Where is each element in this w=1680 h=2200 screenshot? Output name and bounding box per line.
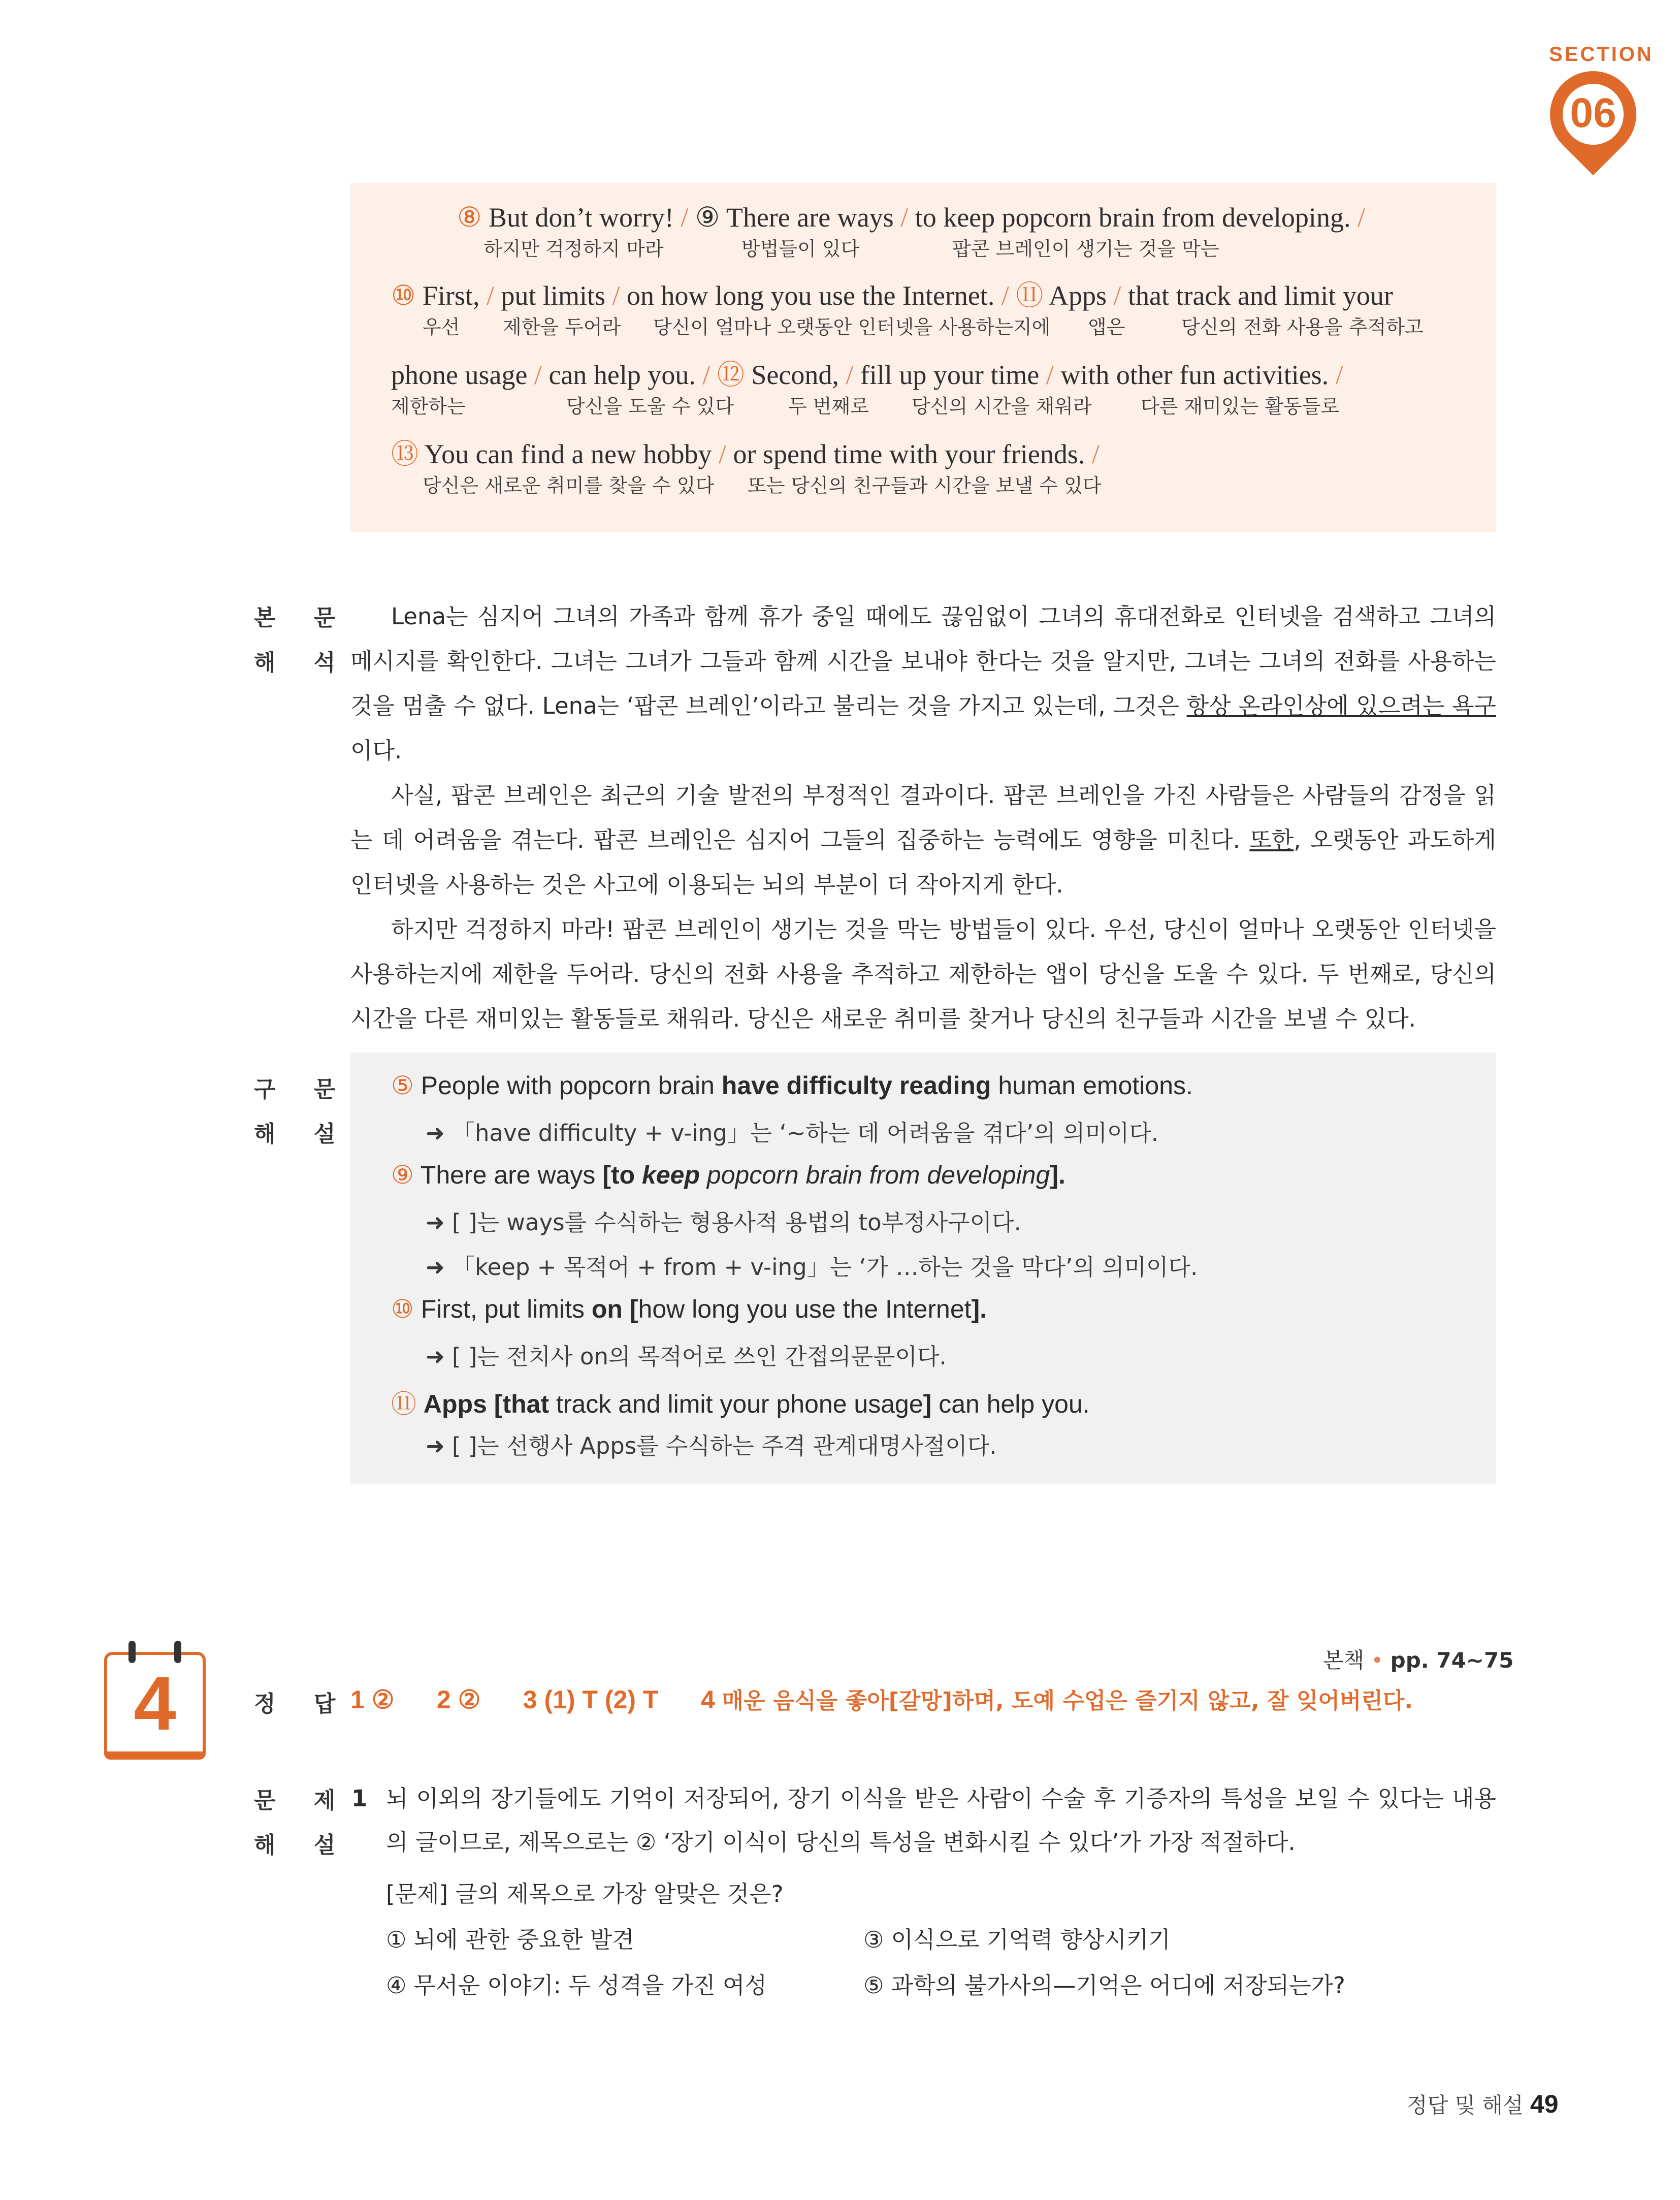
translation-label: 본 문	[254, 605, 351, 631]
gloss: 제한을 두어라	[503, 316, 621, 338]
grammar-item: ⑪ Apps [that track and limit your phone usage] can help you.	[391, 1390, 1090, 1418]
gloss: 두 번째로	[788, 395, 869, 418]
grammar-label: 해 설	[254, 1121, 351, 1147]
question-number: 1	[351, 1785, 368, 1812]
passage-line-2: ⑩ First, / put limits / on how long you use the Internet. / ⑪ Apps / that track and limit your	[391, 280, 1393, 311]
option-item: ③ 이식으로 기억력 향상시키기	[863, 1926, 1171, 1953]
translation-body	[350, 594, 1496, 1041]
translation-paragraph: 하지만 걱정하지 마라! 팝콘 브레인이 생기는 것을 막는 방법들이 있다. 우선, 당신이 얼마나 오랫동안 인터넷을 사용하는지에 제한을 두어라. 당신의 전화 사용을 추적하고 제한하는 앱이 당신을 도울 수 있다. 두 번째로, 당신의 시간을 다른 재미있는 활동들로 채워라. 당신은 새로운 취미를 찾거나 당신의 친구들과 시간을 보낼 수 있다.	[350, 916, 1496, 1032]
grammar-note: ➜ [ ]는 선행사 Apps를 수식하는 주격 관계대명사절이다.	[426, 1432, 997, 1459]
translation-paragraph: 사실, 팝콘 브레인은 최근의 기술 발전의 부정적인 결과이다. 팝콘 브레인을 가진 사람들은 사람들의 감정을 읽는 데 어려움을 겪는다. 팝콘 브레인은 심지어 그들의 집중하는 능력에도 영향을 미친다. 또한, 오랫동안 과도하게 인터넷을 사용하는 것은 사고에 이용되는 뇌의 부분이 더 작아지게 한다.	[350, 782, 1496, 898]
translation-label: 해 석	[254, 650, 351, 676]
grammar-note: ➜ 「have difficulty + v-ing」는 ‘~하는 데 어려움을 겪다’의 의미이다.	[426, 1120, 1159, 1146]
gloss: 당신을 도울 수 있다	[566, 395, 734, 418]
section-badge	[1544, 43, 1654, 170]
gloss: 또는 당신의 친구들과 시간을 보낼 수 있다	[748, 474, 1102, 497]
gloss: 제한하는	[391, 395, 466, 418]
grammar-item: ⑨ There are ways [to keep popcorn brain from developing].	[391, 1161, 1065, 1189]
gloss: 우선	[423, 316, 460, 338]
option-item: ① 뇌에 관한 중요한 발견	[386, 1926, 634, 1953]
translation-paragraph: Lena는 심지어 그녀의 가족과 함께 휴가 중일 때에도 끊임없이 그녀의 휴대전화로 인터넷을 검색하고 그녀의 메시지를 확인한다. 그녀는 그녀가 그들과 함께 시간을 보내야 한다는 것을 알지만, 그녀는 그녀의 전화를 사용하는 것을 멈출 수 없다. Lena는 ‘팝콘 브레인’이라고 불리는 것을 가지고 있는데, 그것은 항상 온라인상에 있으려는 욕구이다.	[350, 603, 1497, 764]
grammar-note: ➜ [ ]는 ways를 수식하는 형용사적 용법의 to부정사구이다.	[426, 1209, 1021, 1236]
page-reference: 본책 • pp. 74~75	[1323, 1648, 1514, 1673]
page-number: 49	[1530, 2090, 1559, 2118]
grammar-item: ⑩ First, put limits on [how long you use the Internet].	[391, 1295, 987, 1323]
grammar-box	[350, 1053, 1496, 1484]
question-explanation: 뇌 이외의 장기들에도 기억이 저장되어, 장기 이식을 받은 사람이 수술 후 기증자의 특성을 보일 수 있다는 내용의 글이므로, 제목으로는 ② ‘장기 이식이 당신의 특성을 변화시킬 수 있다’가 가장 적절하다.	[386, 1785, 1496, 1856]
passage-line-4: ⑬ You can find a new hobby / or spend time with your friends. /	[391, 439, 1100, 469]
explain-label: 해 설	[254, 1832, 351, 1858]
grammar-item: ⑤ People with popcorn brain have difficulty reading human emotions.	[391, 1071, 1193, 1100]
page-footer	[1407, 2089, 1559, 2119]
footer-label: 정답 및 해설	[1407, 2093, 1524, 2118]
option-item: ⑤ 과학의 불가사의—기억은 어디에 저장되는가?	[863, 1972, 1345, 1999]
gloss: 당신은 새로운 취미를 찾을 수 있다	[423, 474, 715, 497]
gloss: 하지만 걱정하지 마라	[483, 238, 664, 260]
passage-line-3: phone usage / can help you. / ⑫ Second, / fill up your time / with other fun activities. /	[391, 360, 1343, 390]
section-number: 06	[1570, 90, 1617, 136]
explain-label: 문 제	[254, 1788, 351, 1813]
passage-line-1: ⑧ But don’t worry! / ⑨ There are ways / to keep popcorn brain from developing. /	[457, 202, 1365, 233]
option-item: ④ 무서운 이야기: 두 성격을 가진 여성	[386, 1972, 767, 1999]
answer-label: 정 답	[254, 1691, 351, 1717]
gloss: 방법들이 있다	[741, 238, 860, 260]
answer-key: 1 ② 2 ② 3 (1) T (2) T 4 매운 음식을 좋아[갈망]하며, 도예 수업은 즐기지 않고, 잘 잊어버린다.	[350, 1685, 1413, 1714]
section-label: SECTION	[1549, 43, 1654, 66]
calendar-icon	[104, 1641, 206, 1763]
grammar-note: ➜ 「keep + 목적어 + from + v-ing」는 ‘가 …하는 것을 막다’의 의미이다.	[426, 1254, 1198, 1281]
gloss: 다른 재미있는 활동들로	[1141, 395, 1340, 418]
gloss: 팝콘 브레인이 생기는 것을 막는	[952, 238, 1219, 260]
gloss: 앱은	[1088, 316, 1125, 338]
gloss: 당신이 얼마나 오랫동안 인터넷을 사용하는지에	[653, 316, 1051, 338]
grammar-note: ➜ [ ]는 전치사 on의 목적어로 쓰인 간접의문문이다.	[426, 1343, 947, 1370]
gloss: 당신의 시간을 채워라	[912, 395, 1092, 418]
gloss: 당신의 전화 사용을 추적하고	[1181, 316, 1424, 338]
grammar-label: 구 문	[254, 1076, 351, 1102]
question-prompt: [문제] 글의 제목으로 가장 알맞은 것은?	[386, 1880, 784, 1907]
passage-box	[350, 183, 1496, 532]
unit-number: 4	[134, 1661, 176, 1746]
